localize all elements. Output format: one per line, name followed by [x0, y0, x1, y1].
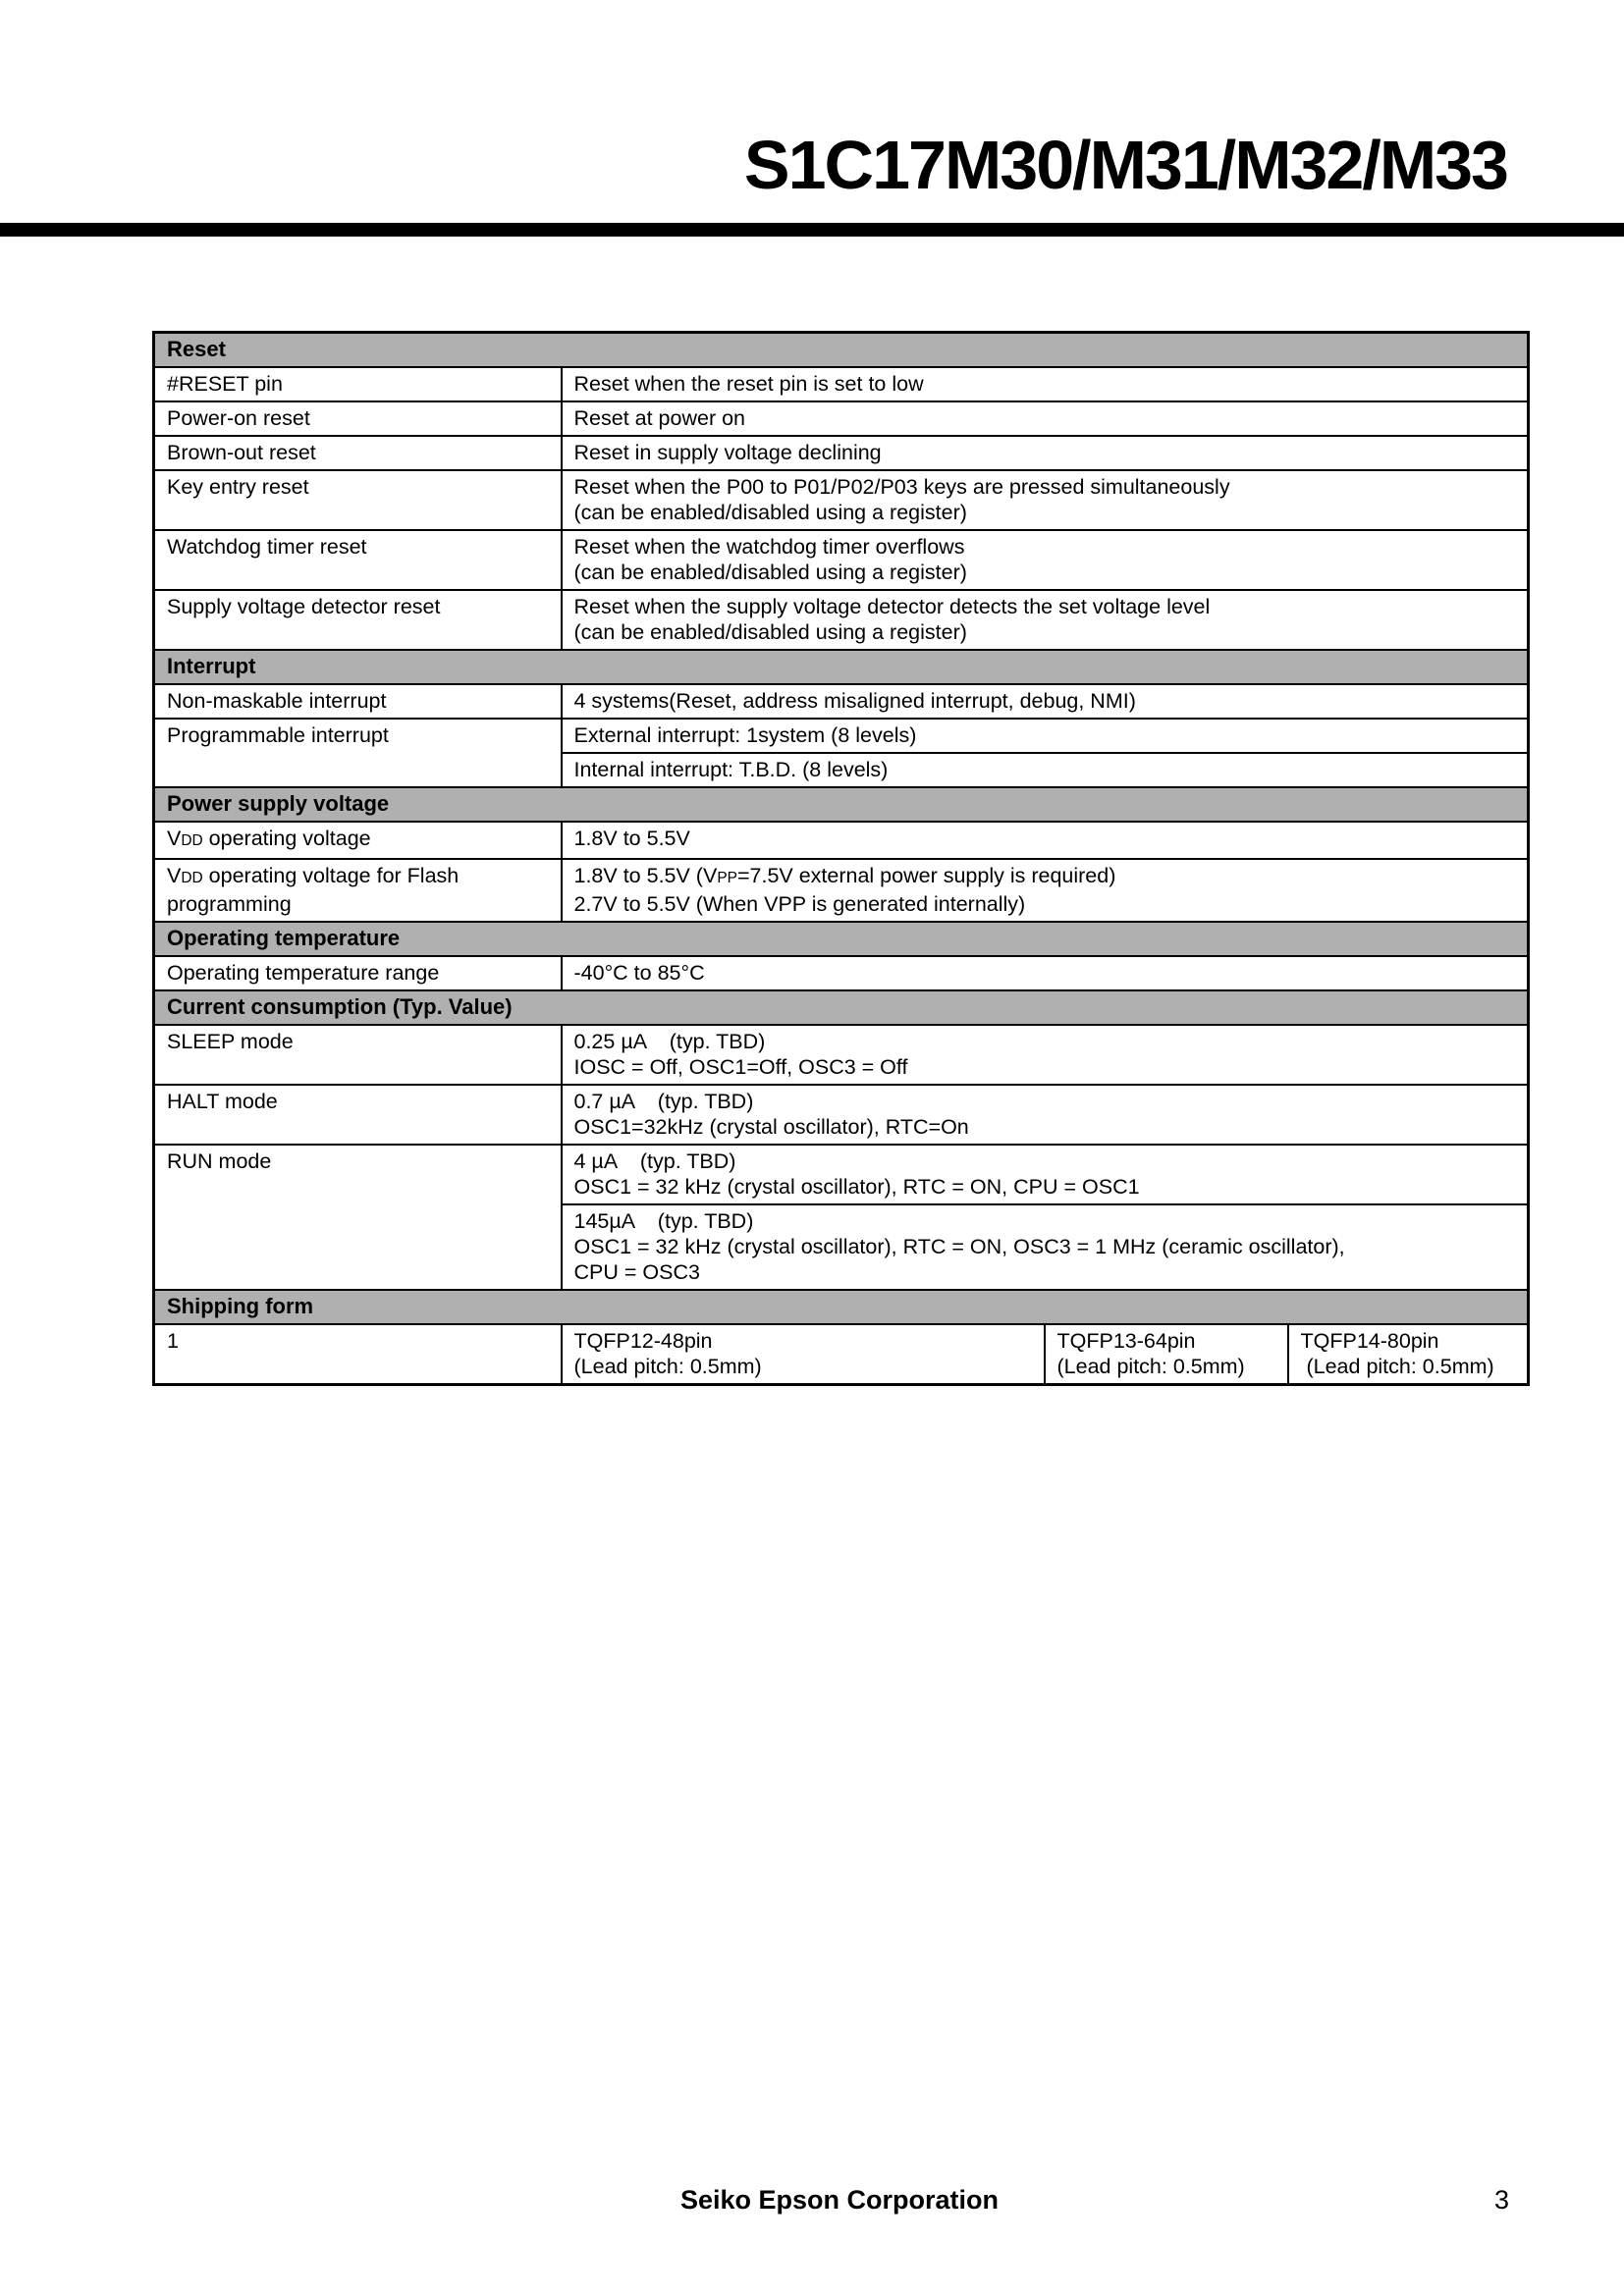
spec-row	[154, 401, 1529, 436]
section-header-row	[154, 922, 1529, 956]
cell-line: Key entry reset	[167, 475, 309, 499]
page-title: S1C17M30/M31/M32/M33	[743, 127, 1507, 203]
section-header: Interrupt	[154, 650, 1529, 684]
spec-row	[154, 1025, 1529, 1085]
spec-value-cell	[562, 753, 1529, 787]
spec-value-cell	[562, 719, 1529, 753]
spec-row	[154, 367, 1529, 401]
spec-value-cell	[562, 470, 1529, 530]
spec-row	[154, 530, 1529, 590]
spec-value-cell	[562, 822, 1529, 859]
spec-label-cell	[154, 956, 562, 990]
cell-line: #RESET pin	[167, 372, 283, 396]
section-header: Shipping form	[154, 1290, 1529, 1324]
cell-line: Reset when the supply voltage detector detects the set voltage level	[573, 595, 1211, 618]
cell-line: OSC1 = 32 kHz (crystal oscillator), RTC = ON, OSC3 = 1 MHz (ceramic oscillator),	[573, 1235, 1345, 1258]
cell-line: VDD operating voltage	[167, 827, 371, 850]
spec-label-cell	[154, 436, 562, 470]
spec-row	[154, 590, 1529, 650]
cell-line: TQFP12-48pin	[573, 1329, 713, 1353]
spec-label-cell	[154, 401, 562, 436]
cell-line: 0.25 µA (typ. TBD)	[573, 1030, 766, 1053]
spec-value-cell	[562, 684, 1529, 719]
cell-line: 1.8V to 5.5V	[573, 827, 690, 850]
cell-line: CPU = OSC3	[573, 1260, 700, 1284]
spec-package-cell	[1045, 1324, 1288, 1385]
cell-line: 1.8V to 5.5V (VPP=7.5V external power supply is required)	[573, 864, 1116, 887]
spec-label-cell	[154, 859, 562, 922]
cell-line: (can be enabled/disabled using a register)	[573, 501, 967, 524]
section-header: Power supply voltage	[154, 787, 1529, 822]
spec-row	[154, 436, 1529, 470]
footer-company: Seiko Epson Corporation	[679, 2185, 1000, 2215]
spec-table	[152, 331, 1530, 1386]
section-header-row	[154, 990, 1529, 1025]
cell-line: Non-maskable interrupt	[167, 689, 387, 713]
section-header: Operating temperature	[154, 922, 1529, 956]
spec-value-cell	[562, 530, 1529, 590]
section-header: Current consumption (Typ. Value)	[154, 990, 1529, 1025]
spec-label-cell	[154, 1145, 562, 1290]
spec-label-cell	[154, 822, 562, 859]
spec-label-cell	[154, 590, 562, 650]
cell-line: Reset when the watchdog timer overflows	[573, 535, 965, 559]
cell-line: Watchdog timer reset	[167, 535, 367, 559]
cell-line: Brown-out reset	[167, 441, 316, 464]
spec-label-cell	[154, 367, 562, 401]
spec-table-body	[154, 333, 1529, 1385]
cell-line: OSC1=32kHz (crystal oscillator), RTC=On	[573, 1115, 969, 1139]
spec-value-cell	[562, 590, 1529, 650]
cell-line: Power-on reset	[167, 406, 310, 430]
spec-value-cell	[562, 1204, 1529, 1290]
cell-line: 4 systems(Reset, address misaligned interrupt, debug, NMI)	[573, 689, 1136, 713]
spec-label-cell	[154, 1025, 562, 1085]
spec-label-cell	[154, 530, 562, 590]
spec-row	[154, 822, 1529, 859]
cell-line: 0.7 µA (typ. TBD)	[573, 1090, 754, 1113]
cell-line: External interrupt: 1system (8 levels)	[573, 723, 917, 747]
spec-row	[154, 684, 1529, 719]
cell-line: OSC1 = 32 kHz (crystal oscillator), RTC = ON, CPU = OSC1	[573, 1175, 1140, 1199]
cell-line: (Lead pitch: 0.5mm)	[573, 1355, 762, 1378]
spec-value-cell	[562, 401, 1529, 436]
spec-row	[154, 1324, 1529, 1385]
cell-line: Reset at power on	[573, 406, 745, 430]
spec-package-cell	[1288, 1324, 1529, 1385]
spec-row	[154, 719, 1529, 753]
spec-value-cell	[562, 1025, 1529, 1085]
spec-row	[154, 1085, 1529, 1145]
spec-value-cell	[562, 436, 1529, 470]
spec-label-cell	[154, 470, 562, 530]
spec-label-cell	[154, 1324, 562, 1385]
cell-line: (can be enabled/disabled using a register)	[573, 561, 967, 584]
cell-line: Internal interrupt: T.B.D. (8 levels)	[573, 758, 889, 781]
cell-line: Reset when the reset pin is set to low	[573, 372, 924, 396]
spec-label-cell	[154, 719, 562, 787]
spec-value-cell	[562, 1145, 1529, 1204]
spec-value-cell	[562, 367, 1529, 401]
spec-package-cell	[562, 1324, 1045, 1385]
cell-line: RUN mode	[167, 1149, 272, 1173]
cell-line: VDD operating voltage for Flash programming	[167, 864, 465, 916]
cell-line: TQFP14-80pin	[1300, 1329, 1439, 1353]
section-header-row	[154, 787, 1529, 822]
cell-line: Supply voltage detector reset	[167, 595, 441, 618]
spec-label-cell	[154, 684, 562, 719]
cell-line: TQFP13-64pin	[1056, 1329, 1196, 1353]
section-header-row	[154, 333, 1529, 368]
cell-line: (Lead pitch: 0.5mm)	[1300, 1355, 1494, 1378]
spec-value-cell	[562, 956, 1529, 990]
cell-line: IOSC = Off, OSC1=Off, OSC3 = Off	[573, 1055, 908, 1079]
cell-line: 4 µA (typ. TBD)	[573, 1149, 736, 1173]
title-rule-bar	[0, 223, 1624, 237]
spec-value-cell	[562, 1085, 1529, 1145]
cell-line: Operating temperature range	[167, 961, 440, 985]
spec-row	[154, 859, 1529, 922]
cell-line: SLEEP mode	[167, 1030, 294, 1053]
cell-line: Programmable interrupt	[167, 723, 389, 747]
section-header: Reset	[154, 333, 1529, 368]
spec-label-cell	[154, 1085, 562, 1145]
spec-value-cell	[562, 859, 1529, 922]
cell-line: (can be enabled/disabled using a register)	[573, 620, 967, 644]
cell-line: Reset in supply voltage declining	[573, 441, 882, 464]
section-header-row	[154, 1290, 1529, 1324]
spec-row	[154, 1145, 1529, 1204]
cell-line: 2.7V to 5.5V (When VPP is generated internally)	[573, 892, 1026, 916]
cell-line: 1	[167, 1329, 179, 1353]
cell-line: 145µA (typ. TBD)	[573, 1209, 754, 1233]
section-header-row	[154, 650, 1529, 684]
spec-row	[154, 956, 1529, 990]
cell-line: Reset when the P00 to P01/P02/P03 keys are pressed simultaneously	[573, 475, 1230, 499]
cell-line: (Lead pitch: 0.5mm)	[1056, 1355, 1245, 1378]
footer-page-number: 3	[1493, 2185, 1509, 2215]
cell-line: HALT mode	[167, 1090, 278, 1113]
spec-row	[154, 470, 1529, 530]
cell-line: -40°C to 85°C	[573, 961, 705, 985]
